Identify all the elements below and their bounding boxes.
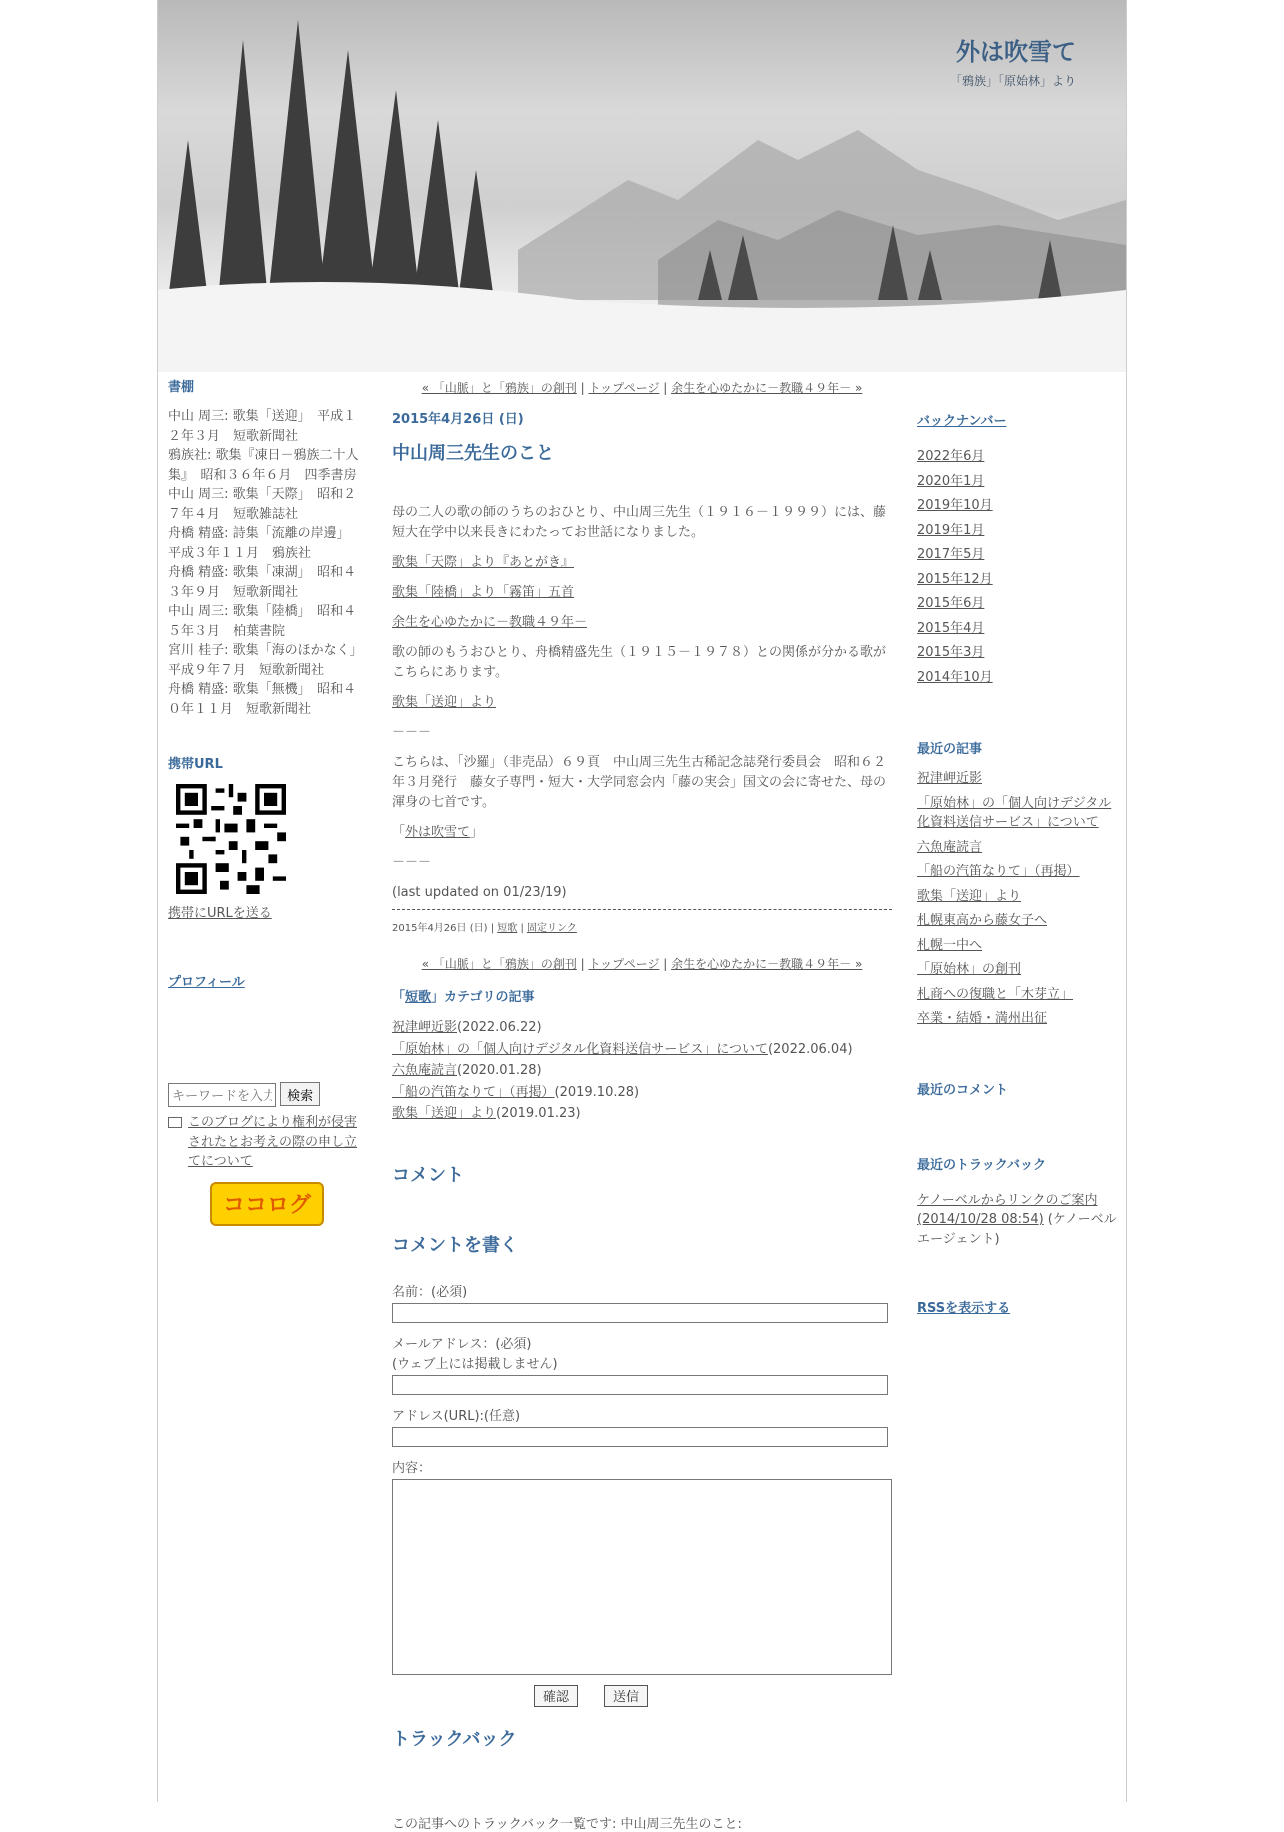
month-archive-link[interactable]: 2015年6月 (917, 596, 985, 611)
footer-category-link[interactable]: 短歌 (497, 923, 518, 934)
email-label: メールアドレス：(必須) (392, 1336, 532, 1352)
recent-article-link[interactable]: 祝津岬近影 (917, 771, 983, 786)
recent-trackback-item (917, 1191, 1117, 1250)
qr-code-icon (176, 784, 286, 894)
left-sidebar (168, 376, 368, 1226)
top-page-link[interactable]: トップページ (588, 957, 660, 971)
category-articles-heading: 「短歌」カテゴリの記事 (392, 990, 535, 1005)
book-item[interactable]: 鴉族社: 歌集『凍日－鴉族二十人集』 昭和３６年６月 四季書房 (168, 448, 359, 483)
entry-paragraph: こちらは、「沙羅」（非売品）６９頁 中山周三先生古稀記念誌発行委員会 昭和６２年３月発行 藤女子専門・短大・大学同窓会内「藤の実会」国文の会に寄せた、母の渾身の七首です。 (392, 755, 887, 810)
url-field[interactable] (392, 1427, 888, 1447)
email-note: (ウェブ上には掲載しません) (392, 1356, 558, 1372)
list-item: 六魚庵読言(2020.01.28) (392, 1063, 542, 1078)
rights-notice (168, 1113, 368, 1172)
form-buttons (392, 1675, 892, 1715)
list-item: 「原始林」の「個人向けデジタル化資料送信サービス」について(2022.06.04) (392, 1041, 853, 1057)
prev-entry-link[interactable]: « 「山脈」と「鴉族」の創刊 (421, 381, 577, 395)
entry-nav-top: « 「山脈」と「鴉族」の創刊 | トップページ | 余生を心ゆたかに－教職４９年－ » (421, 381, 863, 395)
prev-entry-link[interactable]: « 「山脈」と「鴉族」の創刊 (421, 957, 577, 971)
category-article-link[interactable]: 六魚庵読言 (392, 1063, 458, 1078)
comment-body-field[interactable] (392, 1479, 892, 1675)
entry-link[interactable]: 歌集「天際」より『あとがき』 (392, 555, 575, 570)
backnumber-heading[interactable]: バックナンバー (917, 414, 1007, 429)
recent-article-link[interactable]: 卒業・結婚・満州出征 (917, 1011, 1048, 1026)
month-archive-link[interactable]: 2022年6月 (917, 449, 985, 464)
recent-article-link[interactable]: 札商への復職と「木芽立」 (917, 986, 1074, 1002)
entry-paragraph: 歌の師のもうおひとり、舟橋精盛先生（１９１５－１９７８）との関係が分かる歌がこちらにあります。 (392, 645, 887, 680)
trackback-heading: トラックバック (392, 1728, 517, 1750)
svg-text:ココログ: ココログ (222, 1192, 312, 1218)
backnumber-list (917, 445, 1117, 690)
book-item[interactable]: 宮川 桂子: 歌集「海のほかなく」 平成９年７月 短歌新聞社 (168, 643, 370, 678)
entry-date: 2015年4月26日 (日) (392, 412, 524, 427)
confirm-button[interactable]: 確認 (534, 1685, 578, 1707)
top-page-link[interactable]: トップページ (588, 381, 660, 395)
document-icon (168, 1117, 182, 1128)
category-link[interactable]: 短歌 (405, 990, 432, 1005)
list-item: 歌集「送迎」より(2019.01.23) (392, 1106, 581, 1121)
month-archive-link[interactable]: 2015年12月 (917, 571, 993, 587)
book-item[interactable]: 舟橋 精盛: 歌集「無機」 昭和４０年１１月 短歌新聞社 (168, 682, 357, 717)
send-button[interactable]: 送信 (604, 1685, 648, 1707)
header-banner (158, 0, 1126, 372)
last-updated: (last updated on 01/23/19) (392, 885, 567, 900)
entry-nav-bottom: « 「山脈」と「鴉族」の創刊 | トップページ | 余生を心ゆたかに－教職４９年－ » (421, 957, 863, 971)
bookshelf-list (168, 407, 368, 719)
blog-subtitle: 「鴉族」「原始林」より (949, 74, 1076, 88)
month-archive-link[interactable]: 2017年5月 (917, 547, 985, 562)
body-label: 内容： (392, 1460, 432, 1476)
recent-article-link[interactable]: 札幌一中へ (917, 937, 983, 953)
quote-mark: 「 (392, 825, 406, 840)
entry-title: 中山周三先生のこと (392, 443, 554, 464)
category-article-link[interactable]: 「原始林」の「個人向けデジタル化資料送信サービス」について (392, 1041, 768, 1057)
footer-date: 2015年4月26日 (日) (392, 923, 488, 934)
entry-link[interactable]: 余生を心ゆたかに－教職４９年－ (392, 615, 588, 630)
book-item[interactable]: 舟橋 精盛: 歌集「凍湖」 昭和４３年９月 短歌新聞社 (168, 565, 357, 600)
book-item[interactable]: 中山 周三: 歌集「陸橋」 昭和４５年３月 柏葉書院 (168, 604, 357, 639)
name-field[interactable] (392, 1303, 888, 1323)
entry-paragraph: 母の二人の歌の師のうちのおひとり、中山周三先生（１９１６－１９９９）には、藤短大在学中以来長きにわたってお世話になりました。 (392, 505, 887, 540)
comment-form (392, 1283, 892, 1715)
recent-article-link[interactable]: 札幌東高から藤女子へ (917, 913, 1048, 928)
month-archive-link[interactable]: 2019年10月 (917, 498, 993, 513)
blog-title[interactable]: 外は吹雪て (956, 38, 1076, 66)
recent-article-link[interactable]: 「原始林」の創刊 (917, 962, 1022, 977)
category-article-link[interactable]: 祝津岬近影 (392, 1020, 458, 1035)
category-article-link[interactable]: 歌集「送迎」より (392, 1106, 497, 1121)
bookshelf-heading: 書棚 (168, 380, 195, 395)
mobile-url-heading: 携帯URL (168, 757, 223, 772)
recent-articles-list (917, 769, 1117, 1029)
recent-article-link[interactable]: 「船の汽笛なりて」（再掲） (917, 864, 1080, 879)
separator-text: －－－ (392, 725, 432, 740)
url-label: アドレス(URL):(任意) (392, 1408, 521, 1424)
list-item: 「船の汽笛なりて」（再掲）(2019.10.28) (392, 1084, 640, 1100)
email-field[interactable] (392, 1375, 888, 1395)
write-comment-heading: コメントを書く (392, 1234, 518, 1256)
permalink-link[interactable]: 固定リンク (527, 923, 577, 934)
rights-infringement-link[interactable]: このブログにより権利が侵害されたとお考えの際の申し立てについて (188, 1115, 358, 1169)
trackback-source: (ケノーベル エージェント) (917, 1212, 1117, 1247)
month-archive-link[interactable]: 2020年1月 (917, 473, 985, 489)
month-archive-link[interactable]: 2015年3月 (917, 645, 985, 660)
recent-comments-heading: 最近のコメント (917, 1082, 1009, 1098)
name-label: 名前：(必須) (392, 1284, 468, 1300)
right-sidebar (917, 410, 1117, 1328)
entry-footer: 2015年4月26日 (日) | 短歌 | 固定リンク (392, 909, 892, 936)
separator-text: －－－ (392, 855, 432, 870)
category-articles-list (392, 1017, 892, 1125)
search-input[interactable] (168, 1083, 276, 1107)
rss-link[interactable]: RSSを表示する (917, 1301, 1011, 1316)
entry-link[interactable]: 外は吹雪て (405, 825, 471, 840)
next-entry-link[interactable]: 余生を心ゆたかに－教職４９年－ » (671, 381, 863, 395)
recent-article-link[interactable]: 「原始林」の「個人向けデジタル化資料送信サービス」について (917, 795, 1112, 830)
list-item: 祝津岬近影(2022.06.22) (392, 1020, 542, 1035)
recent-article-link[interactable]: 歌集「送迎」より (917, 888, 1022, 904)
recent-article-link[interactable]: 六魚庵読言 (917, 839, 983, 855)
book-item[interactable]: 中山 周三: 歌集「送迎」 平成１２年３月 短歌新聞社 (168, 409, 357, 444)
month-archive-link[interactable]: 2015年4月 (917, 620, 985, 636)
recent-articles-heading: 最近の記事 (917, 742, 983, 757)
book-item[interactable]: 舟橋 精盛: 詩集「流離の岸邊」 平成３年１１月 鴉族社 (168, 526, 357, 561)
search-form (168, 1082, 368, 1107)
month-archive-link[interactable]: 2019年1月 (917, 522, 985, 538)
main-content (392, 376, 892, 1832)
month-archive-link[interactable]: 2014年10月 (917, 669, 993, 685)
search-button[interactable]: 検索 (280, 1082, 320, 1106)
book-item[interactable]: 中山 周三: 歌集「天際」 昭和２７年４月 短歌雑誌社 (168, 487, 357, 522)
cocolog-logo[interactable] (210, 1182, 324, 1226)
category-article-link[interactable]: 「船の汽笛なりて」（再掲） (392, 1084, 555, 1100)
trackback-link[interactable]: ケノーベルからリンクのご案内(2014/10/28 08:54) (917, 1192, 1098, 1227)
entry-link[interactable]: 歌集「陸橋」より「霧笛」五首 (392, 585, 575, 600)
next-entry-link[interactable]: 余生を心ゆたかに－教職４９年－ » (671, 957, 863, 971)
comments-heading: コメント (392, 1164, 464, 1186)
page (157, 0, 1127, 1832)
trackback-list-text: この記事へのトラックバック一覧です: 中山周三先生のこと: (392, 1816, 742, 1832)
quote-mark: 」 (470, 825, 484, 840)
entry-link[interactable]: 歌集「送迎」より (392, 695, 497, 710)
profile-heading[interactable]: プロフィール (168, 975, 245, 990)
recent-trackbacks-heading: 最近のトラックバック (917, 1157, 1046, 1173)
send-url-to-mobile-link[interactable]: 携帯にURLを送る (168, 906, 272, 921)
